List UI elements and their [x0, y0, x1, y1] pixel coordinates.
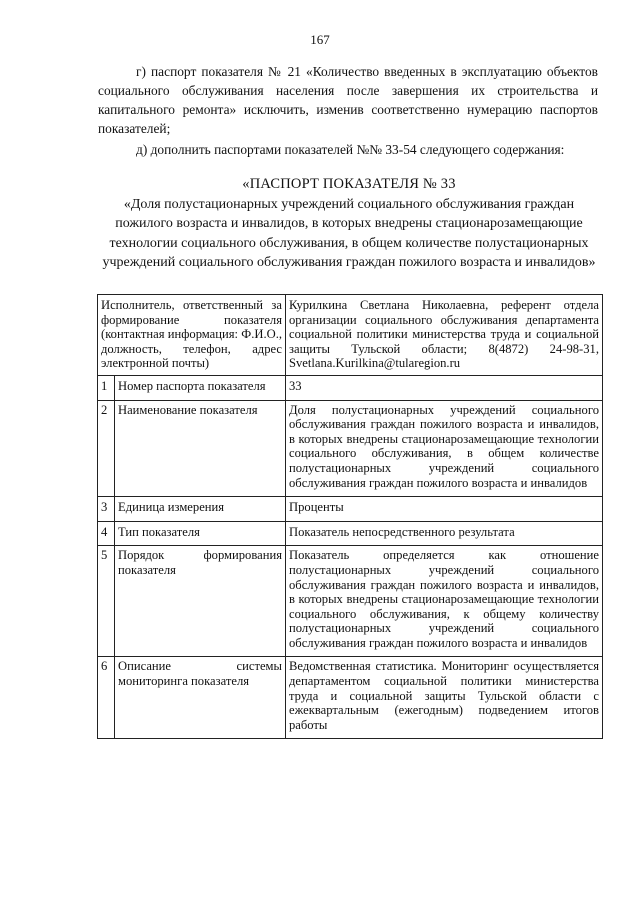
row-name: Единица измерения — [115, 497, 286, 522]
table-row — [98, 546, 603, 657]
row-value: Показатель непосредственного результата — [286, 521, 603, 546]
executor-value: Курилкина Светлана Николаевна, референт отдела организации социального обслуживания департамента социальной политики министерства труда и социальной защиты Тульской области; 8(4872) 24-98-31, Svetlana.Kurilkina@tularegion.ru — [286, 295, 603, 376]
row-value: Показатель определяется как отношение полустационарных учреждений социального обслуживания граждан пожилого возраста и инвалидов, в которых внедрены стационарозамещающие технологии социального обслуживания, к общему количеству полустационарных учреждений социального обслуживания граждан пожилого возраста и инвалидов — [286, 546, 603, 657]
row-value: Проценты — [286, 497, 603, 522]
passport-heading: «ПАСПОРТ ПОКАЗАТЕЛЯ № 33 — [242, 176, 456, 192]
row-name: Тип показателя — [115, 521, 286, 546]
table-row — [98, 375, 603, 400]
table-row — [98, 657, 603, 739]
row-number: 2 — [98, 400, 115, 497]
table-row — [98, 400, 603, 497]
row-name: Описание системы мониторинга показателя — [115, 657, 286, 739]
paragraph-g — [98, 62, 598, 138]
row-value: Доля полустационарных учреждений социального обслуживания граждан пожилого возраста и инвалидов, в которых внедрены стационарозамещающие технологии социального обслуживания, в общем количестве полустационарных учреждений социального обслуживания граждан пожилого возраста и инвалидов — [286, 400, 603, 497]
passport-table — [97, 294, 603, 739]
table-row — [98, 521, 603, 546]
paragraph-d — [98, 140, 598, 159]
passport-subtitle: «Доля полустационарных учреждений социального обслуживания граждан пожилого возраста и инвалидов, в которых внедрены стационарозамещающие технологии социального обслуживания, в общем количестве полустационарных учреждений социального обслуживания граждан пожилого возраста и инвалидов» — [102, 196, 596, 270]
table-row — [98, 497, 603, 522]
executor-label: Исполнитель, ответственный за формирование показателя (контактная информация: Ф.И.О., должность, телефон, адрес электронной почты) — [98, 295, 286, 376]
row-value: 33 — [286, 375, 603, 400]
row-number: 1 — [98, 375, 115, 400]
paragraph-d-text: д) дополнить паспортами показателей №№ 33-54 следующего содержания: — [136, 142, 565, 157]
paragraph-g-text: г) паспорт показателя № 21 «Количество введенных в эксплуатацию объектов социального обслуживания населения после завершения их строительства и капитального ремонта» исключить, изменив соответственно нумерацию паспортов показателей; — [98, 64, 598, 136]
page-number: 167 — [310, 32, 330, 47]
row-number: 4 — [98, 521, 115, 546]
table-row-executor — [98, 295, 603, 376]
row-number: 6 — [98, 657, 115, 739]
row-value: Ведомственная статистика. Мониторинг осуществляется департаментом социальной политики министерства труда и социальной защиты Тульской области с ежеквартальным (ежегодным) подведением итогов работы — [286, 657, 603, 739]
passport-title-block — [96, 175, 602, 273]
row-name: Номер паспорта показателя — [115, 375, 286, 400]
row-name: Наименование показателя — [115, 400, 286, 497]
row-name: Порядок формирования показателя — [115, 546, 286, 657]
row-number: 5 — [98, 546, 115, 657]
row-number: 3 — [98, 497, 115, 522]
